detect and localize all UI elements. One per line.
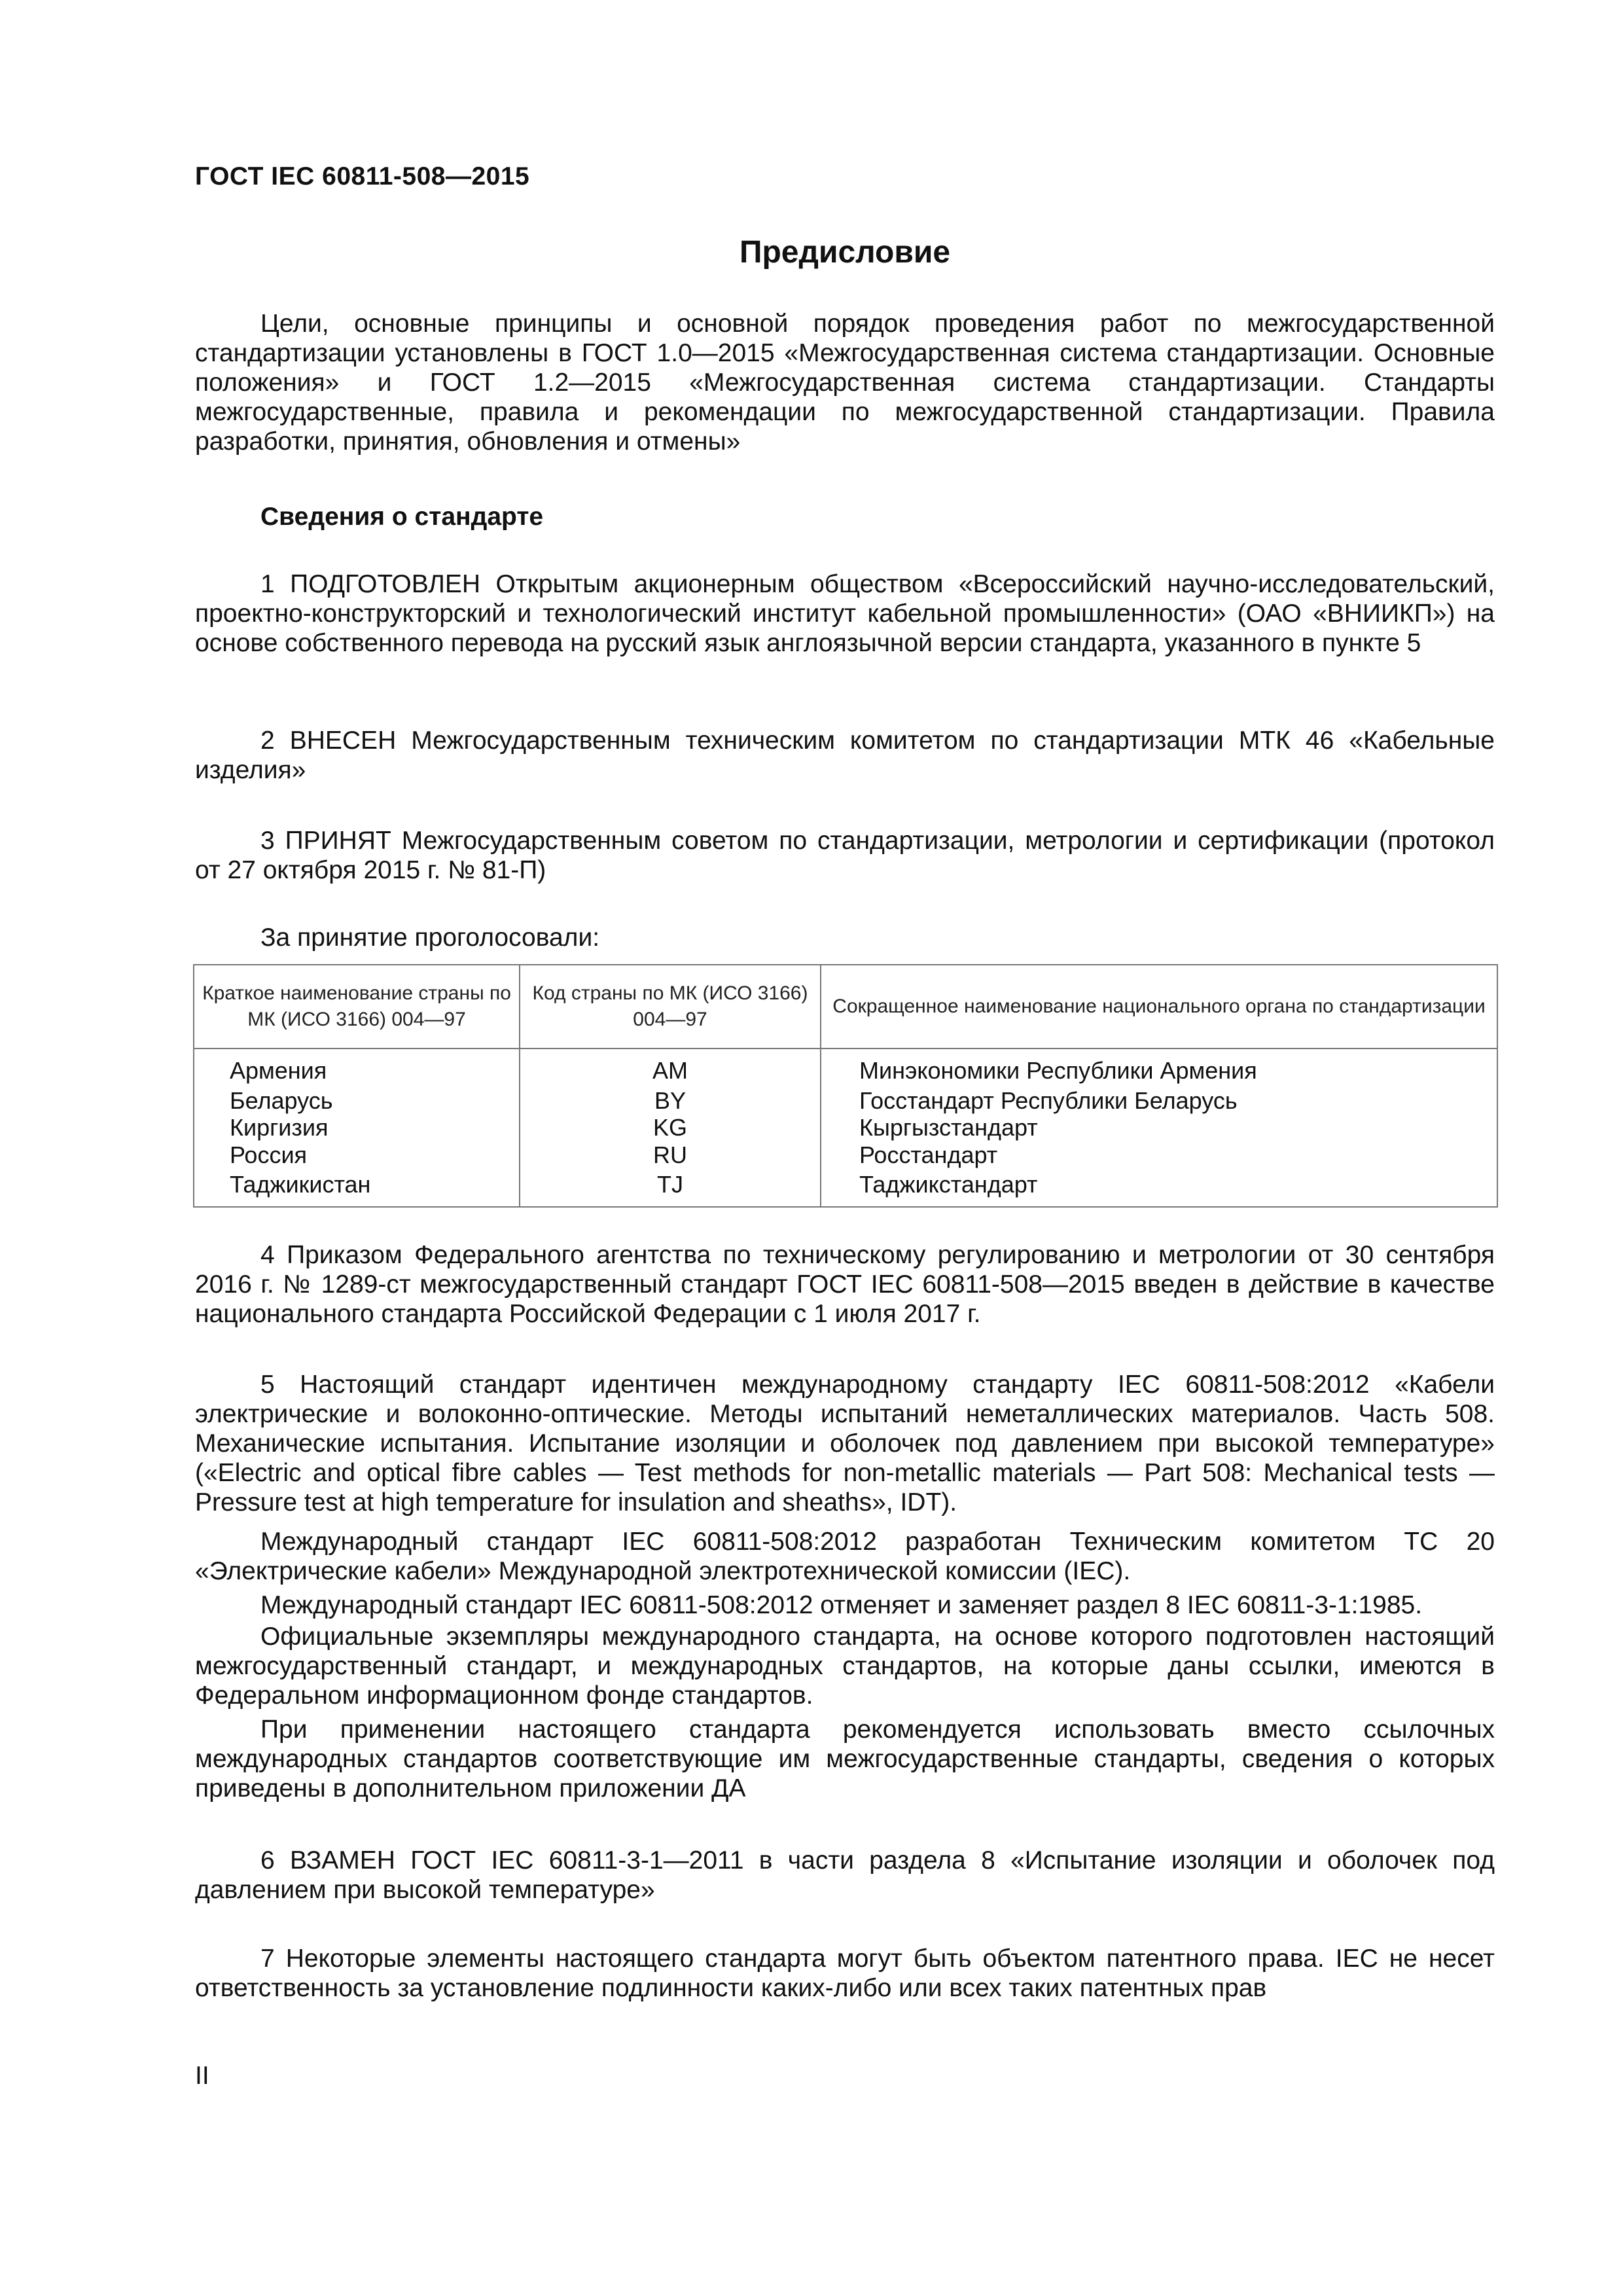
- item-5-paragraph: 5 Настоящий стандарт идентичен международному стандарту IEC 60811-508:2012 «Кабели электрические и волоконно-оптические. Методы испытаний неметаллических материалов. Часть 508. Механические испытания. Испытание изоляции и оболочек под давлением при высокой температуре» («Electric and optical fibre cables — Test methods for non-metallic materials — Part 508: Mechanical tests — Pressure test at high temperature for insulation and sheaths», IDT).: [195, 1371, 1495, 1516]
- item-5-paragraph-4: Официальные экземпляры международного стандарта, на основе которого подготовлен настоящий межгосударственный стандарт, и международных стандартов, на которые даны ссылки, имеются в Федеральном информационном фонде стандартов.: [195, 1623, 1495, 1710]
- vote-label: За принятие проголосовали:: [260, 924, 600, 952]
- table-cell-country: Армения: [194, 1049, 520, 1087]
- item-5-paragraph-3: Международный стандарт IEC 60811-508:2012 отменяет и заменяет раздел 8 IEC 60811-3-1:1985.: [260, 1591, 1423, 1619]
- table-cell-code: RU: [520, 1141, 821, 1169]
- voting-table: [193, 964, 1498, 1208]
- item-1-paragraph: 1 ПОДГОТОВЛЕН Открытым акционерным обществом «Всероссийский научно-исследовательский, проектно-конструкторский и технологический институт кабельной промышленности» (ОАО «ВНИИКП») на основе собственного перевода на русский язык англоязычной версии стандарта, указанного в пункте 5: [195, 570, 1495, 657]
- table-cell-body: Кыргызстандарт: [821, 1114, 1497, 1141]
- item-5-paragraph-2: Международный стандарт IEC 60811-508:2012 разработан Техническим комитетом ТС 20 «Электрические кабели» Международной электротехнической комиссии (IEC).: [195, 1528, 1495, 1585]
- table-cell-code: AM: [520, 1049, 821, 1087]
- item-3-paragraph: 3 ПРИНЯТ Межгосударственным советом по стандартизации, метрологии и сертификации (протокол от 27 октября 2015 г. № 81-П): [195, 827, 1495, 884]
- table-cell-body: Росстандарт: [821, 1141, 1497, 1169]
- document-header: ГОСТ IEC 60811-508—2015: [195, 162, 530, 190]
- table-cell-country: Киргизия: [194, 1114, 520, 1141]
- page-number: II: [195, 2062, 209, 2090]
- table-cell-country: Россия: [194, 1141, 520, 1169]
- table-cell-country: Беларусь: [194, 1087, 520, 1115]
- item-6-paragraph: 6 ВЗАМЕН ГОСТ IEC 60811-3-1—2011 в части раздела 8 «Испытание изоляции и оболочек под давлением при высокой температуре»: [195, 1846, 1495, 1904]
- table-row: [194, 1087, 1497, 1115]
- table-header-code: Код страны по МК (ИСО 3166) 004—97: [520, 965, 821, 1049]
- table-cell-body: Таджикстандарт: [821, 1168, 1497, 1207]
- table-row: [194, 1168, 1497, 1207]
- item-2-paragraph: 2 ВНЕСЕН Межгосударственным техническим комитетом по стандартизации МТК 46 «Кабельные изделия»: [195, 726, 1495, 784]
- table-header-body: Сокращенное наименование национального органа по стандартизации: [821, 965, 1497, 1049]
- table-cell-body: Минэкономики Республики Армения: [821, 1049, 1497, 1087]
- table-header-country: Краткое наименование страны по МК (ИСО 3166) 004—97: [194, 965, 520, 1049]
- page-title: Предисловие: [739, 235, 951, 270]
- section-title: Сведения о стандарте: [260, 503, 544, 531]
- table-row: [194, 1114, 1497, 1141]
- table-cell-code: KG: [520, 1114, 821, 1141]
- table-header-row: [194, 965, 1497, 1049]
- intro-paragraph: Цели, основные принципы и основной порядок проведения работ по межгосударственной стандартизации установлены в ГОСТ 1.0—2015 «Межгосударственная система стандартизации. Основные положения» и ГОСТ 1.2—2015 «Межгосударственная система стандартизации. Стандарты межгосударственные, правила и рекомендации по межгосударственной стандартизации. Правила разработки, принятия, обновления и отмены»: [195, 310, 1495, 456]
- table-cell-code: BY: [520, 1087, 821, 1115]
- item-5-paragraph-5: При применении настоящего стандарта рекомендуется использовать вместо ссылочных международных стандартов соответствующие им межгосударственные стандарты, сведения о которых приведены в дополнительном приложении ДА: [195, 1715, 1495, 1803]
- table-row: [194, 1049, 1497, 1087]
- table-cell-code: TJ: [520, 1168, 821, 1207]
- table-row: [194, 1141, 1497, 1169]
- item-7-paragraph: 7 Некоторые элементы настоящего стандарта могут быть объектом патентного права. IEC не несет ответственность за установление подлинности каких-либо или всех таких патентных прав: [195, 1945, 1495, 2002]
- item-4-paragraph: 4 Приказом Федерального агентства по техническому регулированию и метрологии от 30 сентября 2016 г. № 1289-ст межгосударственный стандарт ГОСТ IEC 60811-508—2015 введен в действие в качестве национального стандарта Российской Федерации с 1 июля 2017 г.: [195, 1241, 1495, 1328]
- table-cell-country: Таджикистан: [194, 1168, 520, 1207]
- table-cell-body: Госстандарт Республики Беларусь: [821, 1087, 1497, 1115]
